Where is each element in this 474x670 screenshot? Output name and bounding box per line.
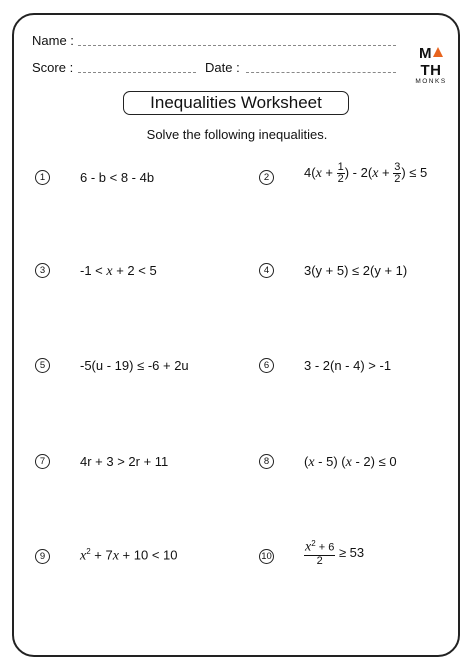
question-8: (x - 5) (x - 2) ≤ 0 <box>304 454 397 470</box>
question-number-8: 8 <box>259 454 274 469</box>
question-2: 4(x + $\frac{1}{2}$ ) - 2(x + $\frac{3}{2}$ ) ≤ 5 <box>304 161 428 185</box>
question-number-1: 1 <box>35 170 50 185</box>
name-field[interactable] <box>78 45 396 46</box>
logo-wordmark: MTH <box>419 45 442 79</box>
question-6: 3 - 2(n - 4) > -1 <box>304 358 392 373</box>
question-9: $x^2 + 7x + 10 < 10$ <box>80 547 178 564</box>
name-label: Name : <box>32 33 74 48</box>
score-label: Score : <box>32 60 74 75</box>
question-number-7: 7 <box>35 454 50 469</box>
question-number-2: 2 <box>259 170 274 185</box>
logo-subtext: MONKS <box>415 78 447 85</box>
score-field[interactable] <box>78 72 196 73</box>
question-number-9: 9 <box>35 549 50 564</box>
math-monks-logo <box>409 45 453 85</box>
triangle-a-icon <box>433 47 443 57</box>
question-number-5: 5 <box>35 358 50 373</box>
question-number-10: 10 <box>259 549 274 564</box>
instruction-text: Solve the following inequalities. <box>146 127 328 142</box>
question-4: 3(y + 5) ≤ 2(y + 1) <box>304 263 408 278</box>
question-5: -5(u - 19) ≤ -6 + 2u <box>80 358 189 373</box>
question-3: -1 < x + 2 < 5 <box>80 263 157 279</box>
worksheet-title: Inequalities Worksheet <box>123 91 349 115</box>
question-number-6: 6 <box>259 358 274 373</box>
question-7: 4r + 3 > 2r + 11 <box>80 454 169 469</box>
question-1: 6 - b < 8 - 4b <box>80 170 155 185</box>
date-field[interactable] <box>246 72 396 73</box>
question-number-4: 4 <box>259 263 274 278</box>
date-label: Date : <box>205 60 240 75</box>
question-number-3: 3 <box>35 263 50 278</box>
question-10: $\frac{x^2 + 6}{2}$ ≥ 53 <box>305 539 365 567</box>
